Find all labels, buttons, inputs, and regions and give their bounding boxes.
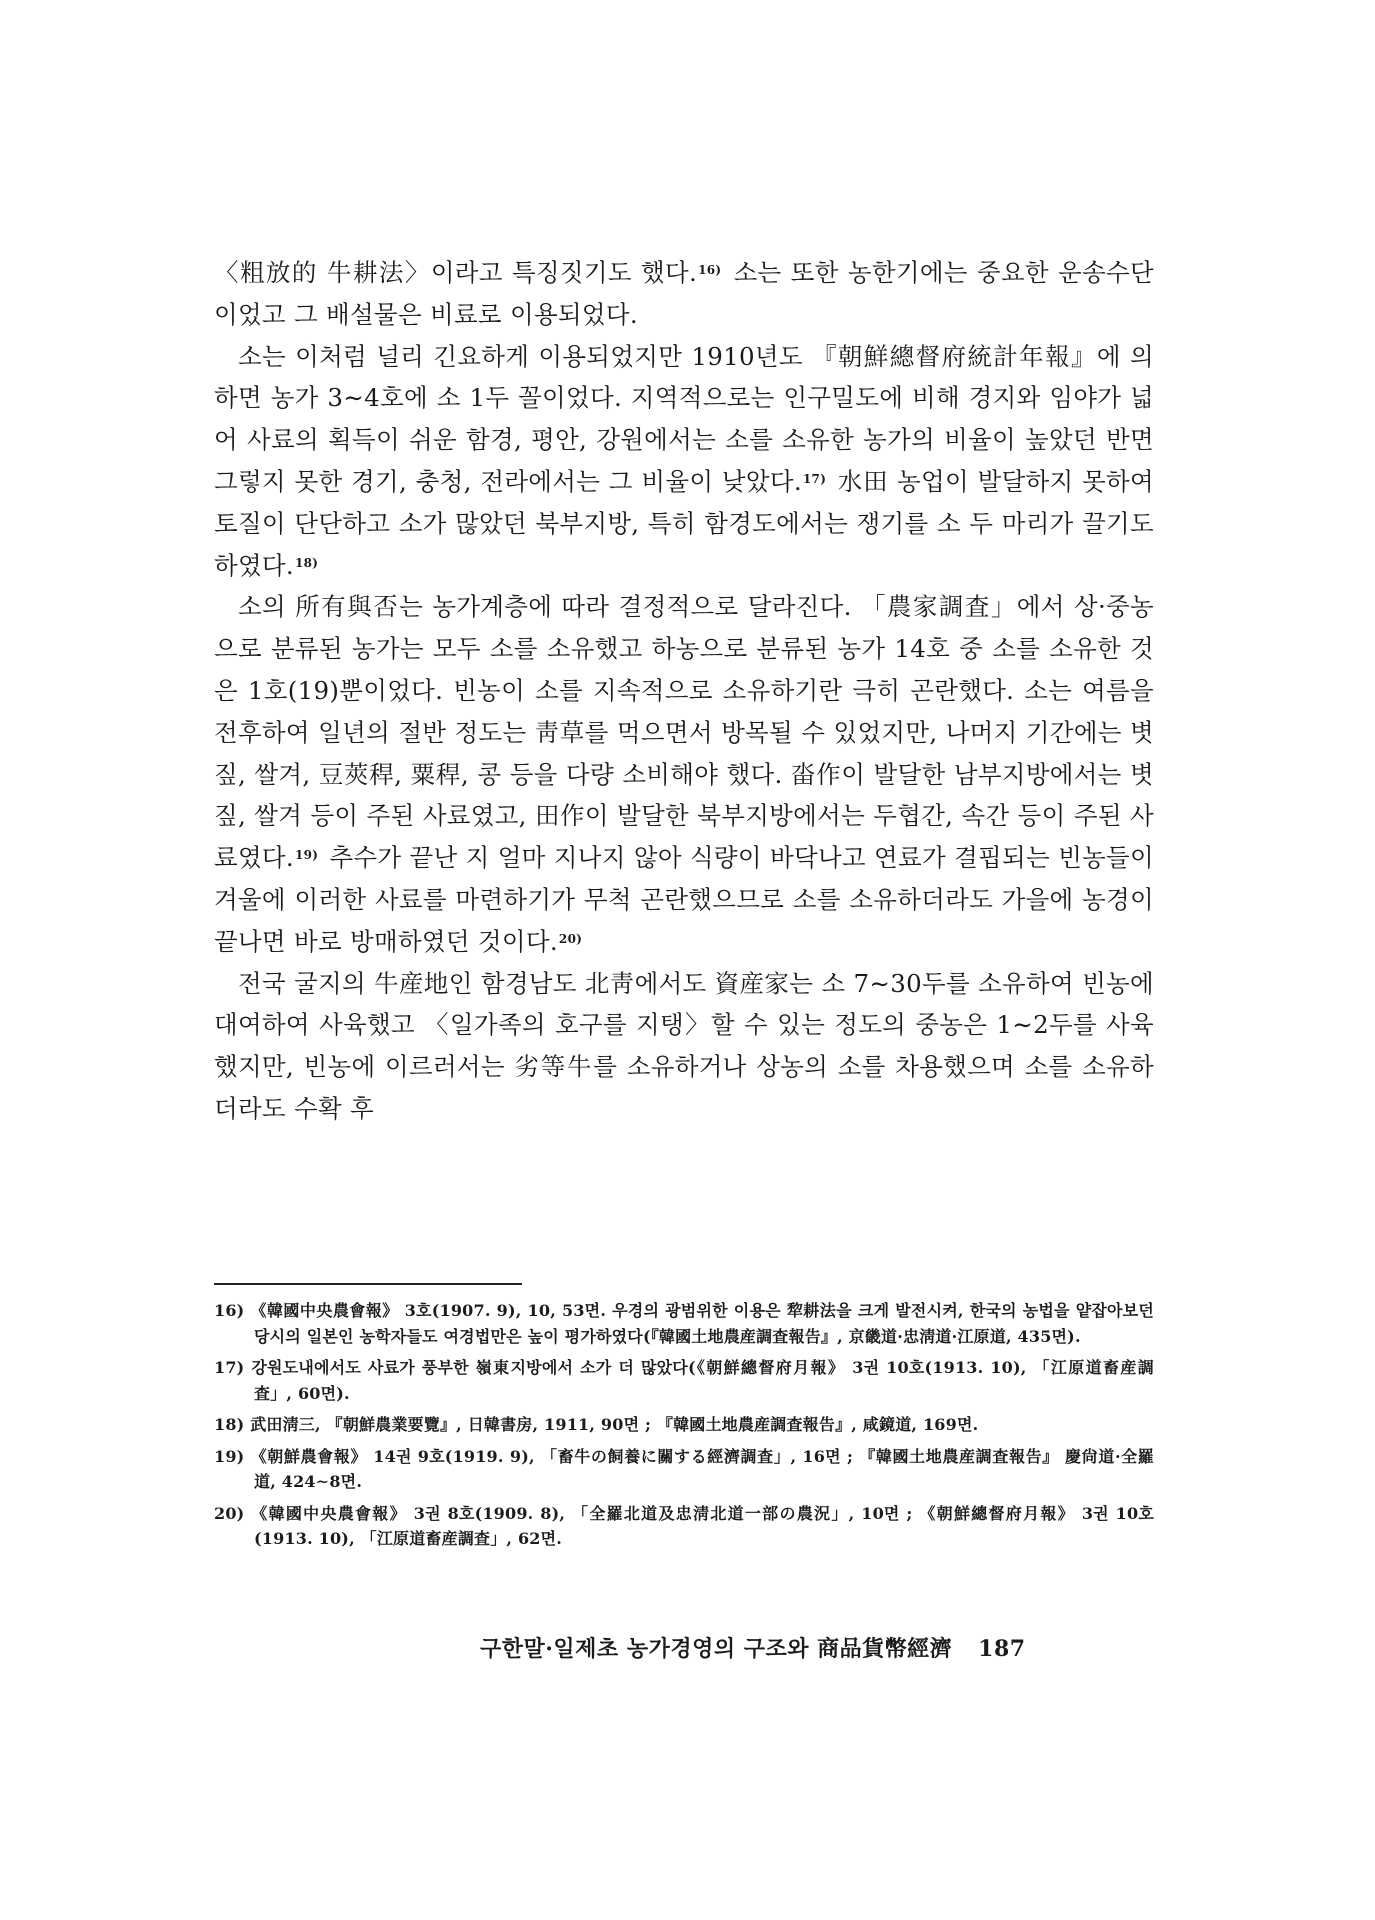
footnote-item: 18) 武田淸三, 『朝鮮農業要覽』, 日韓書房, 1911, 90면 ; 『韓國土地農産調査報告』, 咸鏡道, 169면. (214, 1415, 979, 1434)
paragraph (214, 963, 1154, 1130)
paragraph (214, 252, 1154, 336)
paragraph-text: 소는 또한 농한기에는 중요한 운송수단이었고 그 배설물은 비료로 이용되었다. (214, 258, 1154, 329)
main-text (214, 252, 1154, 1130)
footnote-divider (214, 1283, 522, 1285)
footnote-marker: 19) (295, 848, 319, 863)
running-title: 구한말·일제초 농가경영의 구조와 商品貨幣經濟 (480, 1636, 953, 1662)
paragraph-text: 추수가 끝난 지 얼마 지나지 않아 식량이 바닥나고 연료가 결핍되는 빈농들이 겨울에 이러한 사료를 마련하기가 무척 곤란했으므로 소를 소유하더라도 가을에 농경이 끝나면 바로 방매하였던 것이다. (214, 843, 1154, 956)
paragraph-text: 水田 농업이 발달하지 못하여 토질이 단단하고 소가 많았던 북부지방, 특히 함경도에서는 쟁기를 소 두 마리가 끌기도 하였다. (214, 466, 1154, 580)
footnote-marker: 16) (698, 263, 722, 277)
footnote-item: 16) 《韓國中央農會報》 3호(1907. 9), 10, 53면. 우경의 광범위한 이용은 犂耕法을 크게 발전시켜, 한국의 농법을 얕잡아보던 당시의 일본인 농학자들도 여경법만은 높이 평가하였다(『韓國土地農産調査報告』, 京畿道·忠淸道·江原道, 435면). (214, 1301, 1154, 1346)
footnote-marker: 18) (295, 555, 319, 570)
paragraph-text: 전국 굴지의 牛産地인 함경남도 北靑에서도 資産家는 소 7∼30두를 소유하여 빈농에 대여하여 사육했고 〈일가족의 호구를 지탱〉할 수 있는 정도의 중농은 1∼2두를 사육했지만, 빈농에 이르러서는 劣等牛를 소유하거나 상농의 소를 차용했으며 소를 소유하더라도 수확 후 (214, 968, 1154, 1123)
footnotes (214, 1298, 1154, 1558)
paragraph-text: 소의 所有與否는 농가계층에 따라 결정적으로 달라진다. 「農家調査」에서 상·중농으로 분류된 농가는 모두 소를 소유했고 하농으로 분류된 농가 14호 중 소를 소유한 것은 1호(19)뿐이었다. 빈농이 소를 지속적으로 소유하기란 극히 곤란했다. 소는 여름을 전후하여 일년의 절반 정도는 靑草를 먹으면서 방목될 수 있었지만, 나머지 기간에는 볏짚, 쌀겨, 豆莢稈, 粟稈, 콩 등을 다량 소비해야 했다. 畓作이 발달한 남부지방에서는 볏짚, 쌀겨 등이 주된 사료였고, 田作이 발달한 북부지방에서는 두협간, 속간 등이 주된 사료였다. (214, 592, 1154, 873)
footnote-item: 19) 《朝鮮農會報》 14권 9호(1919. 9), 「畜牛の飼養に關する經濟調査」, 16면 ; 『韓國土地農産調査報告』 慶尙道·全羅道, 424∼8면. (214, 1446, 1154, 1491)
paragraph-text: 소는 이처럼 널리 긴요하게 이용되었지만 1910년도 『朝鮮總督府統計年報』에 의하면 농가 3∼4호에 소 1두 꼴이었다. 지역적으로는 인구밀도에 비해 경지와 임야가 넓어 사료의 획득이 쉬운 함경, 평안, 강원에서는 소를 소유한 농가의 비율이 높았던 반면 그렇지 못한 경기, 충청, 전라에서는 그 비율이 낮았다. (214, 341, 1154, 496)
footnote-item: 17) 강원도내에서도 사료가 풍부한 嶺東지방에서 소가 더 많았다(《朝鮮總督府月報》 3권 10호(1913. 10), 「江原道畜産調査」, 60면). (214, 1358, 1154, 1403)
footnote-marker: 17) (802, 471, 827, 486)
footnote-marker: 20) (558, 931, 583, 946)
page-footer (480, 1632, 1160, 1663)
footnote-item: 20) 《韓國中央農會報》 3권 8호(1909. 8), 「全羅北道及忠淸北道一部の農況」, 10면 ; 《朝鮮總督府月報》 3권 10호(1913. 10), 「江原道畜産調査」, 62면. (214, 1503, 1154, 1548)
page-number: 187 (978, 1636, 1026, 1662)
paragraph-text: 〈粗放的 牛耕法〉이라고 특징짓기도 했다. (214, 258, 698, 287)
paragraph (214, 586, 1154, 962)
paragraph (214, 336, 1154, 587)
